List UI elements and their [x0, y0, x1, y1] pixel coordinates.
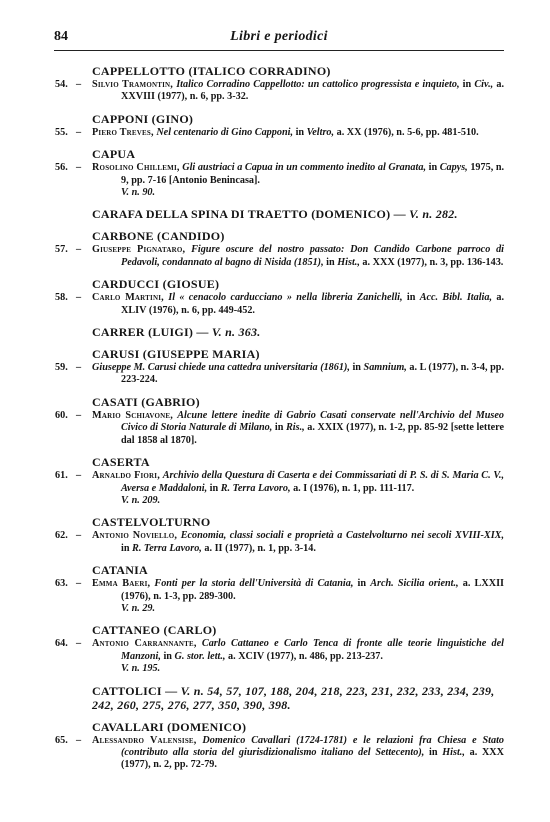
entry-author: Giuseppe Pignataro, — [92, 244, 186, 256]
entry-number: 59. — [55, 362, 68, 374]
entry-author: Antonio Noviello, — [92, 530, 178, 542]
section-heading — [92, 455, 504, 469]
entry-title: Fonti per la storia dell'Università di Catania, — [154, 578, 354, 590]
entry-author: Alessandro Valensise, — [92, 734, 197, 746]
bibliography-entry — [55, 470, 504, 507]
bibliography-list — [55, 64, 504, 772]
entry-body — [92, 470, 504, 495]
entry-body — [92, 162, 505, 187]
heading-text: CAPPELLOTTO (ITALICO CORRADINO) — [92, 64, 331, 78]
entry-body — [92, 126, 504, 139]
entry-number: 65. — [55, 734, 68, 746]
entry-journal: R. Terra Lavoro, — [132, 542, 202, 554]
entry-in: in — [209, 482, 219, 494]
entry-number: 58. — [55, 292, 68, 304]
heading-cross-reference: V. n. 54, 57, 107, 188, 204, 218, 223, 231, 232, 233, 234, 239, 242, 260, 275, 276, 277, 350, 390, 398. — [92, 683, 495, 712]
entry-in: in — [121, 542, 130, 554]
heading-text: CARUSI (GIUSEPPE MARIA) — [92, 347, 260, 362]
entry-title: Alcune lettere inedite di Gabrio Casati conservate nell'Archivio del Museo Civico di Storia Naturale di Milano, — [121, 409, 504, 434]
entry-journal: R. Terra Lavoro, — [220, 482, 291, 494]
section-heading — [92, 720, 504, 734]
heading-text: CARRER (LUIGI) — — [92, 325, 209, 340]
entry-author: Giuseppe M. Carusi — [92, 362, 177, 374]
entry-author: Mario Schiavone, — [92, 409, 174, 421]
section-heading — [92, 395, 504, 409]
entry-title: Domenico Cavallari (1724-1781) e le relazioni fra Chiesa e Stato (contributo alla storia del giurisdizionalismo italiano del Settecento), — [121, 734, 504, 758]
page-number: 84 — [54, 29, 68, 44]
running-title: Libri e periodici — [230, 29, 328, 44]
bibliography-entry — [55, 79, 504, 104]
entry-in: in — [428, 162, 438, 174]
entry-title: Italico Corradino Cappellotto: un cattolico progressista e inquieto, — [176, 79, 460, 90]
entry-author: Rosolino Chillemi, — [92, 162, 180, 174]
entry-number: 60. — [55, 409, 68, 421]
entry-dash: – — [76, 244, 82, 256]
entry-journal: Samnium, — [363, 362, 407, 374]
running-header — [54, 29, 504, 47]
heading-text: CARAFA DELLA SPINA DI TRAETTO (DOMENICO) — — [92, 207, 406, 222]
bibliography-entry — [55, 362, 504, 387]
entry-author: Emma Baeri, — [92, 578, 151, 590]
entry-dash: – — [76, 162, 82, 174]
entry-number: 64. — [55, 638, 68, 650]
entry-dash: – — [76, 530, 82, 542]
heading-text: CATTOLICI — — [92, 683, 178, 698]
entry-citation-details: a. L (1977), n. 3-4, pp. 223-224. — [121, 362, 505, 386]
bibliography-entry — [55, 638, 504, 675]
entry-citation-details: a. XCIV (1977), n. 486, pp. 213-237. — [228, 650, 383, 662]
entry-body — [92, 734, 505, 772]
entry-author: Piero Treves, — [92, 126, 154, 138]
section-heading — [92, 147, 504, 161]
entry-journal: Capys, — [439, 162, 468, 174]
entry-in: in — [163, 650, 172, 662]
section-heading — [92, 515, 504, 529]
heading-cross-reference: V. n. 282. — [409, 207, 458, 222]
entry-body — [92, 244, 504, 269]
entry-in: in — [357, 578, 367, 590]
entry-title: Archivio della Questura di Caserta e dei Commissariati di P. S. di S. Maria C. V., Aversa e Maddaloni, — [121, 470, 504, 494]
entry-in: in — [429, 746, 438, 758]
entry-title: Nel centenario di Gino Capponi, — [156, 126, 294, 138]
entry-citation-details: a. XXIX (1977), n. 1-2, pp. 85-92 [sette lettere dal 1858 al 1870]. — [121, 422, 505, 446]
entry-dash: – — [76, 470, 82, 482]
entry-title: Il « cenacolo carducciano » nella libreria Zanichelli, — [168, 292, 403, 304]
entry-title: Gli austriaci a Capua in un commento inedito al Granata, — [182, 162, 427, 174]
entry-cross-reference: V. n. 195. — [121, 663, 161, 675]
entry-cross-reference: V. n. 90. — [121, 187, 156, 199]
entry-number: 61. — [55, 470, 68, 482]
entry-in: in — [326, 256, 335, 268]
bibliography-entry — [55, 578, 504, 615]
entry-in: in — [406, 292, 416, 304]
entry-in: in — [462, 79, 472, 90]
entry-journal: Ris., — [286, 422, 305, 434]
header-rule — [54, 50, 504, 51]
entry-dash: – — [76, 578, 82, 590]
heading-text: CATTANEO (CARLO) — [92, 623, 217, 638]
entry-number: 62. — [55, 530, 68, 542]
entry-journal: Civ., — [474, 79, 494, 90]
entry-citation-details: a. XXX (1977), n. 2, pp. 72-79. — [121, 746, 505, 771]
entry-body — [92, 79, 504, 104]
entry-body — [92, 578, 504, 603]
entry-title: chiede una cattedra universitaria (1861), — [178, 362, 350, 374]
section-heading — [92, 64, 504, 78]
entry-dash: – — [76, 126, 82, 138]
entry-title: Carlo Cattaneo e Carlo Tenca di fronte alle teorie linguistiche del Manzoni, — [121, 638, 505, 662]
heading-text: CASTELVOLTURNO — [92, 515, 211, 530]
bibliography-entry — [55, 292, 504, 317]
section-heading — [92, 325, 504, 339]
entry-number: 63. — [55, 578, 68, 590]
bibliography-entry — [55, 735, 504, 772]
entry-author: Silvio Tramontin, — [92, 79, 174, 90]
entry-citation-details: a. II (1977), n. 1, pp. 3-14. — [204, 542, 316, 554]
entry-citation-details: a. XXVIII (1977), n. 6, pp. 3-32. — [121, 79, 504, 103]
heading-text: CASATI (GABRIO) — [92, 394, 200, 409]
entry-in: in — [274, 422, 284, 434]
entry-journal: Arch. Sicilia orient., — [370, 578, 459, 590]
heading-text: CAPUA — [92, 147, 136, 162]
heading-text: CAPPONI (GINO) — [92, 111, 194, 126]
section-heading — [92, 623, 504, 637]
bibliography-entry — [55, 244, 504, 269]
entry-journal: Hist., — [337, 256, 360, 268]
entry-in: in — [295, 126, 305, 138]
entry-citation-details: a. XX (1976), n. 5-6, pp. 481-510. — [336, 126, 479, 138]
entry-title: Figure oscure del nostro passato: Don Candido Carbone parroco di Pedavoli, condannato al bagno di Nisida (1851), — [121, 244, 504, 268]
entry-body — [92, 530, 505, 555]
section-heading — [92, 207, 504, 221]
section-heading — [92, 277, 504, 291]
section-heading — [92, 229, 504, 243]
entry-journal: Hist., — [442, 746, 465, 758]
entry-journal: Veltro, — [306, 126, 335, 138]
section-heading — [92, 684, 504, 712]
entry-body — [92, 409, 505, 447]
section-heading — [92, 563, 504, 577]
entry-citation-details: a. XXX (1977), n. 3, pp. 136-143. — [362, 256, 504, 268]
entry-dash: – — [76, 292, 82, 304]
entry-dash: – — [76, 362, 82, 374]
heading-text: CASERTA — [92, 455, 150, 470]
entry-body — [92, 638, 505, 663]
bibliography-entry — [55, 410, 504, 447]
heading-text: CARBONE (CANDIDO) — [92, 229, 225, 244]
heading-text: CAVALLARI (DOMENICO) — [92, 719, 247, 734]
entry-number: 54. — [55, 79, 68, 90]
section-heading — [92, 112, 504, 126]
entry-dash: – — [76, 409, 82, 421]
entry-citation-details: a. LXXII (1976), n. 1-3, pp. 289-300. — [121, 578, 504, 602]
entry-title: Economia, classi sociali e proprietà a Castelvolturno nei secoli XVIII-XIX, — [180, 530, 505, 542]
entry-cross-reference: V. n. 29. — [121, 602, 156, 614]
entry-body — [92, 292, 504, 317]
section-heading — [92, 347, 504, 361]
entry-citation-details: a. I (1976), n. 1, pp. 111-117. — [293, 482, 415, 494]
entry-journal: G. stor. lett., — [174, 650, 226, 662]
entry-journal: Acc. Bibl. Italia, — [419, 292, 493, 304]
heading-text: CATANIA — [92, 563, 148, 578]
entry-citation-details: a. XLIV (1976), n. 6, pp. 449-452. — [121, 292, 504, 316]
entry-author: Antonio Carrannante, — [92, 638, 197, 650]
entry-author: Carlo Martini, — [92, 292, 164, 304]
entry-dash: – — [76, 734, 82, 746]
entry-number: 56. — [55, 162, 68, 174]
entry-cross-reference: V. n. 209. — [121, 494, 161, 506]
entry-dash: – — [76, 79, 82, 90]
entry-body — [92, 362, 505, 387]
entry-author: Arnaldo Fiori, — [92, 470, 160, 482]
entry-dash: – — [76, 638, 82, 650]
entry-number: 55. — [55, 126, 68, 138]
bibliography-entry — [55, 162, 504, 199]
bibliography-entry — [55, 127, 504, 139]
bibliography-entry — [55, 530, 504, 555]
heading-cross-reference: V. n. 363. — [211, 325, 261, 340]
heading-text: CARDUCCI (GIOSUE) — [92, 277, 220, 292]
entry-in: in — [352, 362, 361, 374]
entry-citation-details: 1975, n. 9, pp. 7-16 [Antonio Benincasa]. — [121, 162, 505, 186]
entry-number: 57. — [55, 244, 68, 256]
